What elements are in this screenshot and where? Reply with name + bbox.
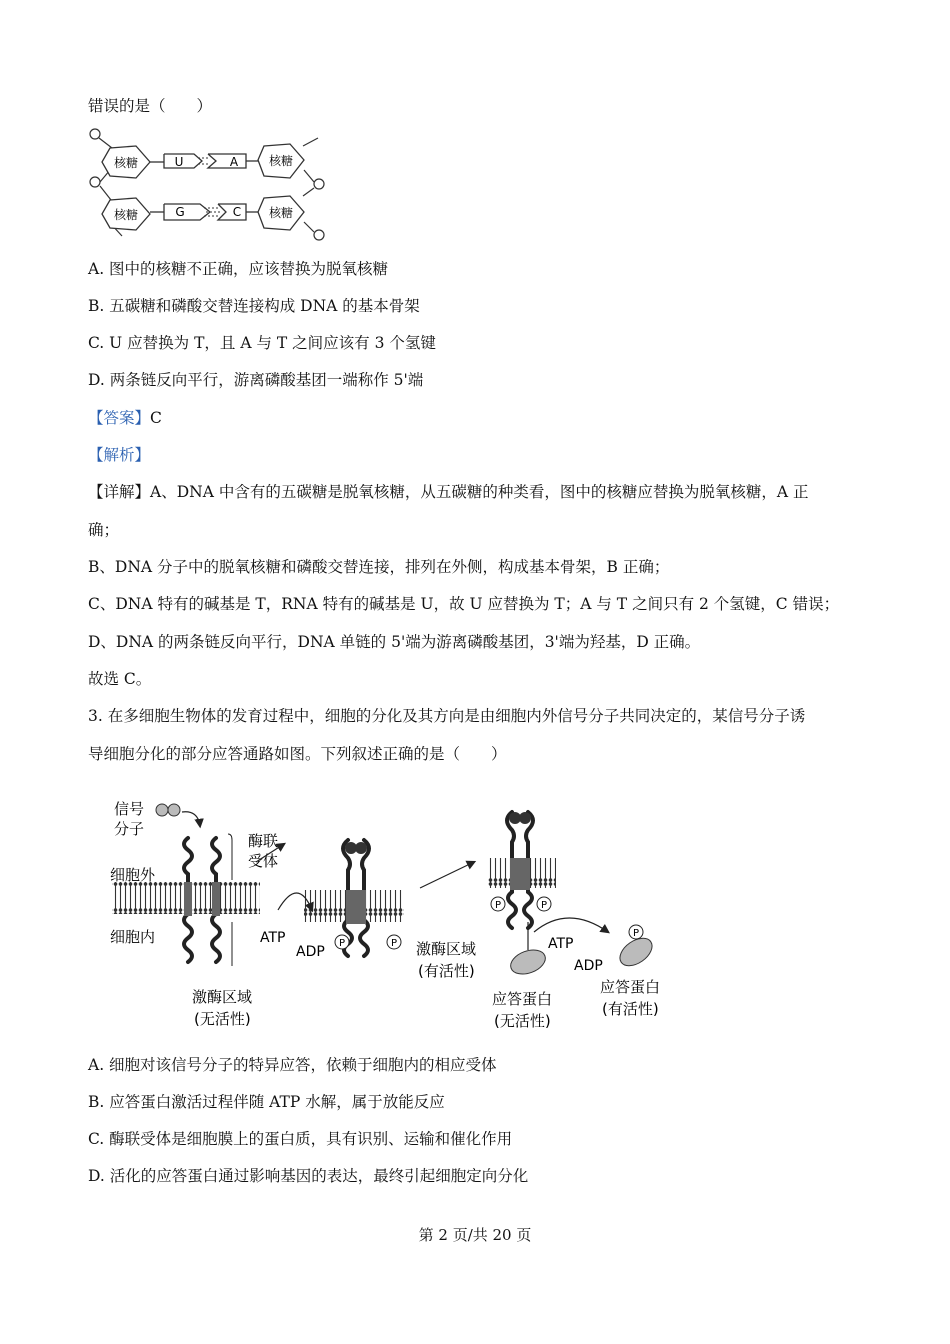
label-signal: 信号 (114, 800, 145, 818)
question-stem-tail: 错误的是（ ） (88, 97, 213, 115)
svg-text:P: P (338, 938, 346, 949)
detail-text: 确； (88, 521, 120, 539)
detail-line (88, 482, 808, 502)
base-label: C (232, 205, 242, 219)
option-d: D. 两条链反向平行，游离磷酸基团一端称作 5'端 (88, 371, 424, 389)
label-adp: ADP (574, 958, 603, 974)
base-label: U (174, 155, 184, 169)
label-inactive: (无活性) (194, 1010, 251, 1028)
sugar-label: 核糖 (268, 206, 294, 220)
page-footer: 第 2 页/共 20 页 (418, 1226, 532, 1244)
svg-text:P: P (390, 938, 398, 949)
svg-text:P: P (494, 900, 502, 911)
label-outside: 细胞外 (110, 866, 156, 884)
label-inside: 细胞内 (110, 928, 156, 946)
conclusion: 故选 C。 (88, 670, 152, 688)
signal-molecule (156, 804, 168, 816)
label-kinase: 激酶区域 (192, 988, 253, 1006)
response-protein-inactive (507, 946, 548, 979)
label-response: 应答蛋白 (600, 978, 661, 996)
label-signal: 分子 (114, 820, 145, 838)
label-adp: ADP (296, 944, 325, 960)
option-c: C. 酶联受体是细胞膜上的蛋白质，具有识别、运输和催化作用 (88, 1130, 513, 1148)
question-stem: 3. 在多细胞生物体的发育过程中，细胞的分化及其方向是由细胞内外信号分子共同决定的，某信号分子诱 (88, 707, 806, 725)
svg-text:P: P (632, 928, 640, 939)
base-label: A (229, 155, 239, 169)
svg-text:P: P (540, 900, 548, 911)
option-a: A. 细胞对该信号分子的特异应答，依赖于细胞内的相应受体 (88, 1056, 497, 1074)
option-a: A. 图中的核糖不正确，应该替换为脱氧核糖 (88, 260, 389, 278)
option-d: D. 活化的应答蛋白通过影响基因的表达，最终引起细胞定向分化 (88, 1167, 529, 1185)
question-stem: 导细胞分化的部分应答通路如图。下列叙述正确的是（ ） (88, 745, 507, 763)
label-inactive: (无活性) (494, 1012, 551, 1030)
base-label: G (175, 205, 185, 219)
sugar-label: 核糖 (113, 156, 139, 170)
answer-line (88, 408, 162, 428)
option-b: B. 应答蛋白激活过程伴随 ATP 水解，属于放能反应 (88, 1093, 445, 1111)
label-kinase: 激酶区域 (416, 940, 477, 958)
analysis-tag: 【解析】 (88, 446, 151, 464)
label-response: 应答蛋白 (492, 990, 553, 1008)
signal-pathway-figure (108, 792, 680, 1040)
option-c: C. U 应替换为 T，且 A 与 T 之间应该有 3 个氢键 (88, 334, 436, 352)
option-b: B. 五碳糖和磷酸交替连接构成 DNA 的基本骨架 (88, 297, 420, 315)
label-receptor: 酶联 (248, 832, 279, 850)
detail-text: C、DNA 特有的碱基是 T，RNA 特有的碱基是 U，故 U 应替换为 T；A 与 T 之间只有 2 个氢键，C 错误； (88, 595, 840, 613)
sugar-label: 核糖 (268, 154, 294, 168)
label-active: (有活性) (418, 962, 475, 980)
label-atp: ATP (548, 936, 574, 952)
label-receptor: 受体 (248, 852, 279, 870)
sugar-label: 核糖 (113, 208, 139, 222)
answer-value: C (150, 409, 162, 427)
label-active: (有活性) (602, 1000, 659, 1018)
answer-tag: 【答案】 (88, 409, 151, 427)
detail-text: B、DNA 分子中的脱氧核糖和磷酸交替连接，排列在外侧，构成基本骨架，B 正确； (88, 558, 670, 576)
label-atp: ATP (260, 930, 286, 946)
detail-text: A、DNA 中含有的五碳糖是脱氧核糖，从五碳糖的种类看，图中的核糖应替换为脱氧核糖，A 正 (150, 483, 809, 501)
nucleotide-pair-figure (86, 124, 336, 246)
detail-tag: 【详解】 (88, 483, 151, 501)
signal-molecule (168, 804, 180, 816)
detail-text: D、DNA 的两条链反向平行，DNA 单链的 5'端为游离磷酸基团，3'端为羟基，D 正确。 (88, 633, 701, 651)
